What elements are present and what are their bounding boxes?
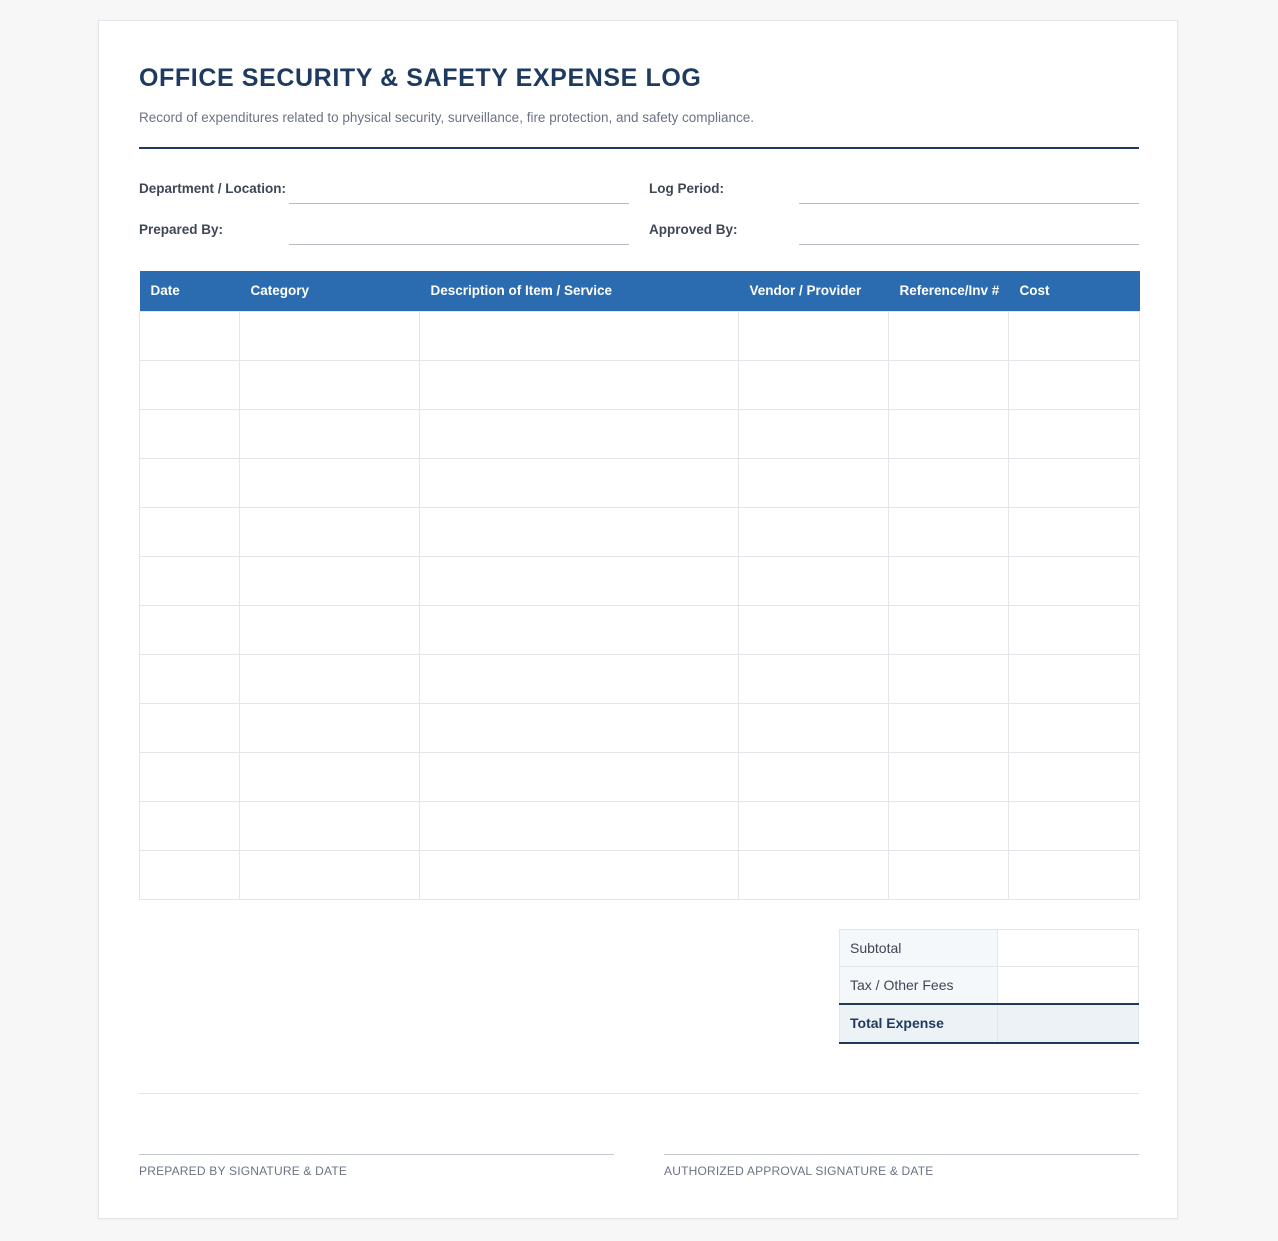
table-row xyxy=(140,409,1140,458)
cell-category[interactable] xyxy=(240,409,420,458)
cell-description[interactable] xyxy=(420,556,739,605)
cell-date[interactable] xyxy=(140,556,240,605)
cell-reference[interactable] xyxy=(889,556,1009,605)
cell-cost[interactable] xyxy=(1009,703,1140,752)
cell-reference[interactable] xyxy=(889,752,1009,801)
cell-date[interactable] xyxy=(140,409,240,458)
cell-description[interactable] xyxy=(420,458,739,507)
approved-by-input[interactable] xyxy=(799,244,1139,245)
cell-vendor[interactable] xyxy=(739,850,889,899)
cell-category[interactable] xyxy=(240,605,420,654)
cell-vendor[interactable] xyxy=(739,507,889,556)
cell-cost[interactable] xyxy=(1009,458,1140,507)
cell-date[interactable] xyxy=(140,703,240,752)
cell-reference[interactable] xyxy=(889,605,1009,654)
cell-vendor[interactable] xyxy=(739,752,889,801)
cell-reference[interactable] xyxy=(889,850,1009,899)
department-location-input[interactable] xyxy=(289,203,629,204)
subtotal-label: Subtotal xyxy=(840,930,998,967)
table-row xyxy=(140,360,1140,409)
log-period-input[interactable] xyxy=(799,203,1139,204)
cell-cost[interactable] xyxy=(1009,360,1140,409)
cell-date[interactable] xyxy=(140,654,240,703)
cell-reference[interactable] xyxy=(889,801,1009,850)
cell-description[interactable] xyxy=(420,507,739,556)
cell-vendor[interactable] xyxy=(739,311,889,360)
authorized-signature-line[interactable] xyxy=(664,1154,1139,1155)
cell-cost[interactable] xyxy=(1009,752,1140,801)
cell-reference[interactable] xyxy=(889,360,1009,409)
cell-category[interactable] xyxy=(240,654,420,703)
prepared-by-input[interactable] xyxy=(289,244,629,245)
cell-reference[interactable] xyxy=(889,654,1009,703)
cell-category[interactable] xyxy=(240,752,420,801)
cell-date[interactable] xyxy=(140,360,240,409)
cell-cost[interactable] xyxy=(1009,605,1140,654)
expense-table xyxy=(139,271,1140,900)
cell-vendor[interactable] xyxy=(739,605,889,654)
expense-log-page xyxy=(98,20,1178,1219)
cell-vendor[interactable] xyxy=(739,556,889,605)
table-row xyxy=(140,458,1140,507)
table-row xyxy=(140,654,1140,703)
cell-description[interactable] xyxy=(420,311,739,360)
authorized-signature-block xyxy=(664,1154,1139,1178)
cell-cost[interactable] xyxy=(1009,311,1140,360)
cell-vendor[interactable] xyxy=(739,458,889,507)
cell-vendor[interactable] xyxy=(739,703,889,752)
subtotal-row xyxy=(840,930,1139,967)
cell-cost[interactable] xyxy=(1009,556,1140,605)
page-title: OFFICE SECURITY & SAFETY EXPENSE LOG xyxy=(139,64,702,92)
cell-reference[interactable] xyxy=(889,311,1009,360)
tax-value[interactable] xyxy=(998,967,1139,1004)
authorized-signature-label: AUTHORIZED APPROVAL SIGNATURE & DATE xyxy=(664,1164,934,1178)
cell-category[interactable] xyxy=(240,458,420,507)
cell-description[interactable] xyxy=(420,850,739,899)
cell-date[interactable] xyxy=(140,458,240,507)
cell-cost[interactable] xyxy=(1009,654,1140,703)
prepared-signature-label: PREPARED BY SIGNATURE & DATE xyxy=(139,1164,348,1178)
column-header-vendor: Vendor / Provider xyxy=(739,271,889,311)
cell-category[interactable] xyxy=(240,850,420,899)
prepared-signature-line[interactable] xyxy=(139,1154,614,1155)
department-location-field xyxy=(139,181,629,205)
department-location-label: Department / Location: xyxy=(139,181,287,196)
table-row xyxy=(140,801,1140,850)
total-label: Total Expense xyxy=(840,1004,998,1043)
cell-date[interactable] xyxy=(140,752,240,801)
cell-date[interactable] xyxy=(140,801,240,850)
header-divider xyxy=(139,147,1139,149)
cell-cost[interactable] xyxy=(1009,850,1140,899)
totals-table xyxy=(839,929,1139,1044)
tax-row xyxy=(840,967,1139,1004)
cell-reference[interactable] xyxy=(889,409,1009,458)
table-header-row xyxy=(140,271,1140,311)
cell-cost[interactable] xyxy=(1009,801,1140,850)
cell-description[interactable] xyxy=(420,801,739,850)
cell-cost[interactable] xyxy=(1009,409,1140,458)
log-period-field xyxy=(649,181,1139,205)
approved-by-field xyxy=(649,222,1139,246)
expense-table-body xyxy=(140,311,1140,899)
cell-category[interactable] xyxy=(240,801,420,850)
cell-vendor[interactable] xyxy=(739,654,889,703)
cell-reference[interactable] xyxy=(889,458,1009,507)
cell-vendor[interactable] xyxy=(739,801,889,850)
cell-vendor[interactable] xyxy=(739,409,889,458)
cell-category[interactable] xyxy=(240,556,420,605)
table-row xyxy=(140,556,1140,605)
tax-label: Tax / Other Fees xyxy=(840,967,998,1004)
cell-description[interactable] xyxy=(420,654,739,703)
log-period-label: Log Period: xyxy=(649,181,724,196)
cell-reference[interactable] xyxy=(889,703,1009,752)
cell-description[interactable] xyxy=(420,605,739,654)
page-subtitle: Record of expenditures related to physical security, surveillance, fire protection, and safety compliance. xyxy=(139,110,755,125)
column-header-category: Category xyxy=(240,271,420,311)
table-row xyxy=(140,850,1140,899)
cell-category[interactable] xyxy=(240,703,420,752)
cell-date[interactable] xyxy=(140,605,240,654)
cell-date[interactable] xyxy=(140,850,240,899)
subtotal-value[interactable] xyxy=(998,930,1139,967)
total-row xyxy=(840,1004,1139,1043)
cell-category[interactable] xyxy=(240,311,420,360)
column-header-date: Date xyxy=(140,271,240,311)
table-row xyxy=(140,703,1140,752)
cell-cost[interactable] xyxy=(1009,507,1140,556)
prepared-signature-block xyxy=(139,1154,614,1178)
total-value[interactable] xyxy=(998,1004,1139,1043)
footer-divider xyxy=(139,1093,1139,1094)
cell-category[interactable] xyxy=(240,507,420,556)
prepared-by-label: Prepared By: xyxy=(139,222,224,237)
table-row xyxy=(140,752,1140,801)
cell-vendor[interactable] xyxy=(739,360,889,409)
prepared-by-field xyxy=(139,222,629,246)
column-header-description: Description of Item / Service xyxy=(420,271,739,311)
cell-category[interactable] xyxy=(240,360,420,409)
table-row xyxy=(140,507,1140,556)
cell-reference[interactable] xyxy=(889,507,1009,556)
table-row xyxy=(140,311,1140,360)
cell-description[interactable] xyxy=(420,409,739,458)
cell-description[interactable] xyxy=(420,752,739,801)
cell-description[interactable] xyxy=(420,703,739,752)
column-header-cost: Cost xyxy=(1009,271,1140,311)
cell-date[interactable] xyxy=(140,507,240,556)
cell-date[interactable] xyxy=(140,311,240,360)
cell-description[interactable] xyxy=(420,360,739,409)
column-header-reference: Reference/Inv # xyxy=(889,271,1009,311)
table-row xyxy=(140,605,1140,654)
approved-by-label: Approved By: xyxy=(649,222,738,237)
